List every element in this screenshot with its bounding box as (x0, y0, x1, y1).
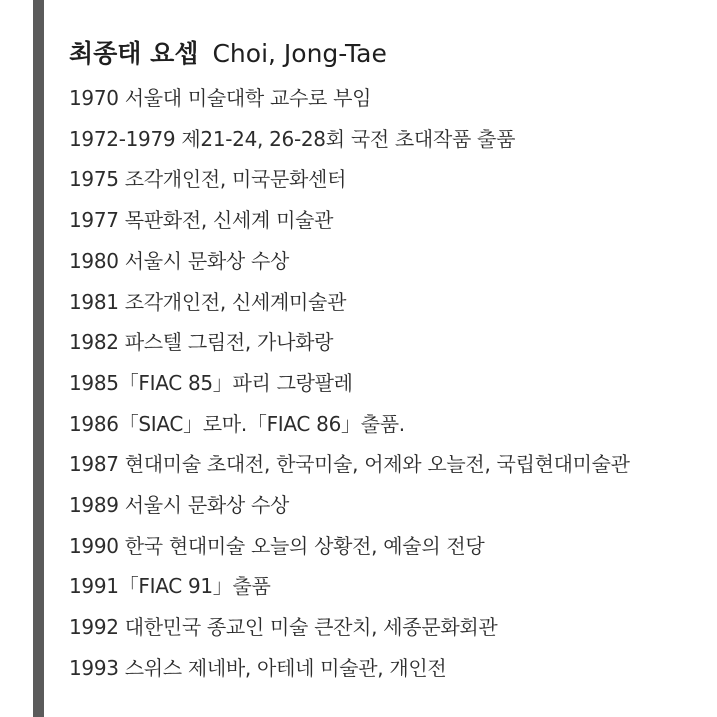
quote-bar (33, 0, 44, 717)
artist-name-korean: 최종태 요셉 (69, 39, 199, 68)
career-entry: 1972-1979 제21-24, 26-28회 국전 초대작품 출품 (69, 126, 516, 151)
career-entry: 1985「FIAC 85」파리 그랑팔레 (69, 370, 353, 395)
artist-name-english: Choi, Jong-Tae (212, 39, 387, 68)
career-entry: 1982 파스텔 그림전, 가나화랑 (69, 330, 334, 355)
career-entry: 1975 조각개인전, 미국문화센터 (69, 167, 347, 192)
career-entry: 1977 목판화전, 신세계 미술관 (69, 208, 334, 233)
career-entry: 1989 서울시 문화상 수상 (69, 493, 290, 518)
career-entry: 1987 현대미술 초대전, 한국미술, 어제와 오늘전, 국립현대미술관 (69, 452, 630, 477)
career-list (69, 78, 689, 689)
career-entry: 1981 조각개인전, 신세계미술관 (69, 289, 347, 314)
career-entry: 1986「SIAC」로마.「FIAC 86」출품. (69, 411, 405, 436)
artist-heading (69, 34, 689, 78)
career-entry: 1970 서울대 미술대학 교수로 부임 (69, 86, 372, 110)
career-entry: 1992 대한민국 종교인 미술 큰잔치, 세종문화회관 (69, 615, 498, 640)
career-entry: 1991「FIAC 91」출품 (69, 574, 271, 599)
career-entry: 1990 한국 현대미술 오늘의 상황전, 예술의 전당 (69, 533, 485, 558)
career-entry: 1980 서울시 문화상 수상 (69, 248, 290, 273)
career-entry: 1993 스위스 제네바, 아테네 미술관, 개인전 (69, 655, 447, 680)
biography-section (69, 34, 689, 689)
